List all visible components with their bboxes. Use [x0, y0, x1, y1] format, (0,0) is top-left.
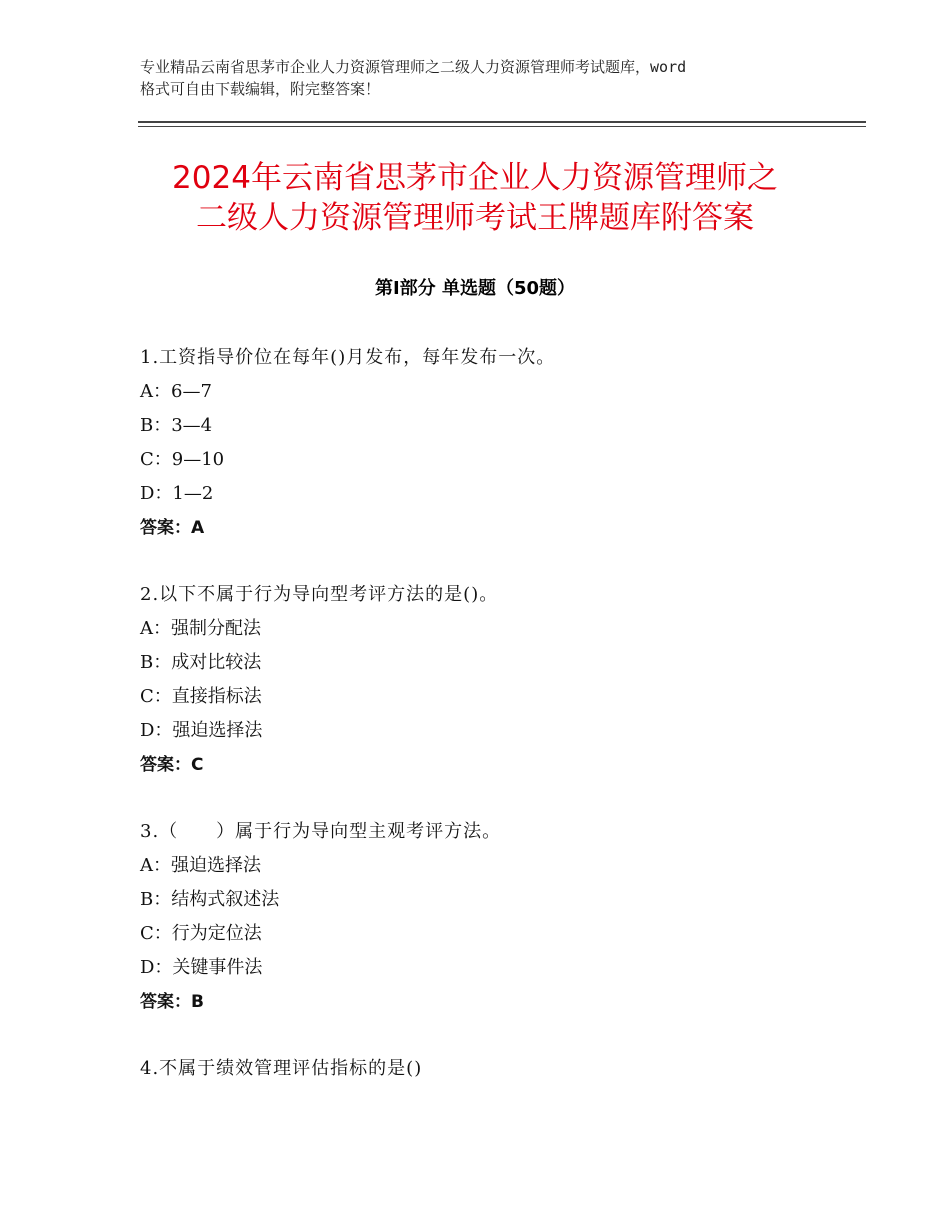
option-d: D：强迫选择法	[140, 720, 263, 741]
header-divider-thick	[138, 121, 866, 123]
question-item	[140, 1052, 860, 1086]
header-divider-thin	[138, 126, 866, 127]
question-stem: 2.以下不属于行为导向型考评方法的是()。	[140, 584, 499, 605]
option-d: D：关键事件法	[140, 957, 263, 978]
section-heading: 第Ⅰ部分 单选题（50题）	[374, 278, 575, 299]
question-stem: 1.工资指导价位在每年()月发布，每年发布一次。	[140, 347, 556, 368]
question-item	[140, 578, 860, 782]
question-item	[140, 815, 860, 1019]
answer-line: 答案：C	[140, 755, 204, 775]
option-c: C：9—10	[140, 449, 225, 470]
option-a: A：强迫选择法	[140, 855, 261, 876]
option-c: C：直接指标法	[140, 686, 262, 707]
title-line: 2024年云南省思茅市企业人力资源管理师之	[172, 160, 778, 196]
option-d: D：1—2	[140, 483, 214, 504]
title-line: 二级人力资源管理师考试王牌题库附答案	[196, 200, 754, 236]
question-list	[140, 341, 860, 1119]
document-title	[60, 158, 890, 238]
question-stem: 3.（ ）属于行为导向型主观考评方法。	[140, 821, 502, 842]
option-a: A：6—7	[140, 381, 212, 402]
option-b: B：结构式叙述法	[140, 889, 280, 910]
option-c: C：行为定位法	[140, 923, 262, 944]
question-stem: 4.不属于绩效管理评估指标的是()	[140, 1058, 423, 1079]
question-item	[140, 341, 860, 545]
option-a: A：强制分配法	[140, 618, 261, 639]
answer-line: 答案：A	[140, 518, 205, 538]
option-b: B：3—4	[140, 415, 213, 436]
answer-line: 答案：B	[140, 992, 204, 1012]
header-note	[140, 56, 840, 100]
header-note-line: 格式可自由下载编辑，附完整答案！	[140, 80, 381, 98]
header-note-line: 专业精品云南省思茅市企业人力资源管理师之二级人力资源管理师考试题库，word	[140, 58, 687, 76]
option-b: B：成对比较法	[140, 652, 262, 673]
